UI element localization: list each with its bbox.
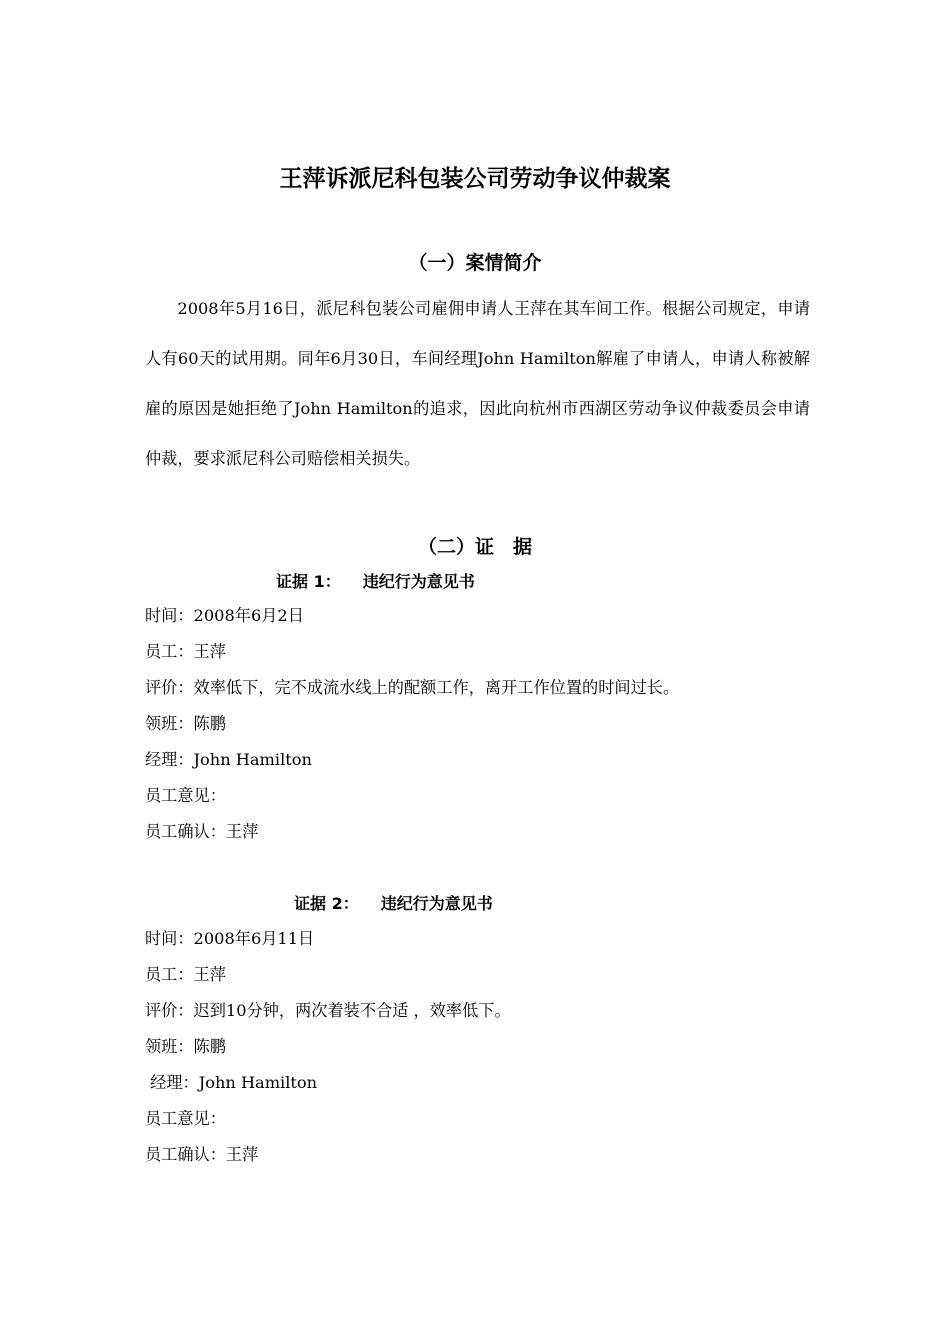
evidence-2-opinion: 员工意见： <box>145 1109 226 1128</box>
evidence-2-name: 违纪行为意见书 <box>380 894 493 913</box>
evidence-2-evaluation: 评价：迟到10分钟，两次着装不合适 ，效率低下。 <box>145 1001 511 1020</box>
evidence-1-label: 证据 1： <box>276 572 341 591</box>
evidence-1-evaluation: 评价：效率低下，完不成流水线上的配额工作，离开工作位置的时间过长。 <box>145 678 680 697</box>
evidence-1-employee: 员工：王萍 <box>145 642 226 661</box>
evidence-2-time: 时间：2008年6月11日 <box>145 929 315 948</box>
section-heading-evidence: （二）证 据 <box>417 536 532 558</box>
evidence-2-title <box>294 891 493 914</box>
evidence-1-confirmation: 员工确认：王萍 <box>145 822 259 841</box>
evidence-2-manager: 经理：John Hamilton <box>145 1073 318 1092</box>
case-summary-paragraph: 2008年5月16日，派尼科包装公司雇佣申请人王萍在其车间工作。根据公司规定，申请人有60天的试用期。同年6月30日，车间经理John Hamilton解雇了申请人，申请人称被解雇的原因是她拒绝了John Hamilton的追求，因此向杭州市西湖区劳动争议仲裁委员会申请仲裁，要求派尼科公司赔偿相关损失。 <box>145 299 810 468</box>
evidence-1-name: 违纪行为意见书 <box>362 572 475 591</box>
document-title: 王萍诉派尼科包装公司劳动争议仲裁案 <box>279 166 671 192</box>
evidence-1-time: 时间：2008年6月2日 <box>145 606 304 625</box>
evidence-1-manager: 经理：John Hamilton <box>145 750 312 769</box>
section-heading-case-summary: （一）案情简介 <box>408 252 542 274</box>
evidence-1-title <box>276 569 475 592</box>
evidence-2-label: 证据 2： <box>294 894 359 913</box>
evidence-2-confirmation: 员工确认：王萍 <box>145 1145 259 1164</box>
evidence-2-foreman: 领班：陈鹏 <box>145 1037 226 1056</box>
evidence-1-opinion: 员工意见： <box>145 786 226 805</box>
evidence-2-employee: 员工：王萍 <box>145 965 226 984</box>
evidence-1-foreman: 领班：陈鹏 <box>145 714 226 733</box>
